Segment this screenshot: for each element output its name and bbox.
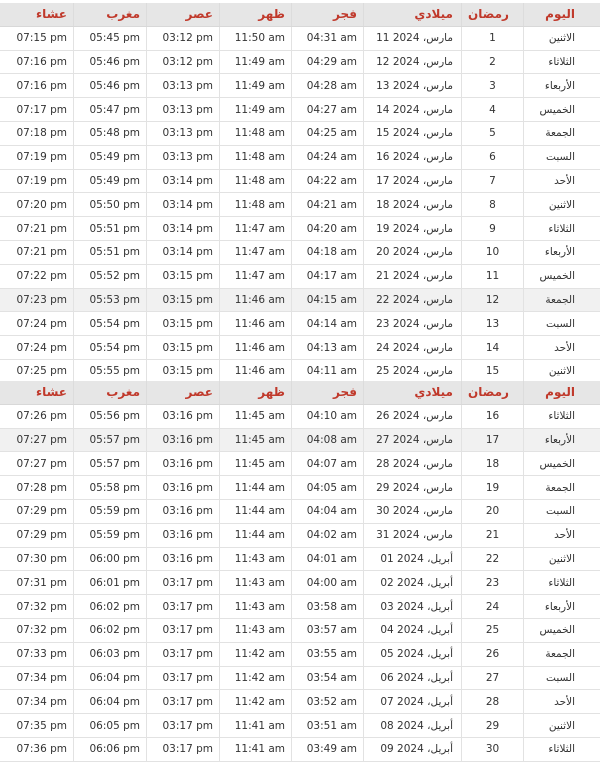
cell-maghrib: 06:02 pm (73, 595, 146, 618)
cell-dhuhr: 11:41 am (219, 738, 291, 761)
cell-ramadan: 19 (461, 476, 523, 499)
cell-ramadan: 1 (461, 27, 523, 50)
cell-maghrib: 05:49 pm (73, 146, 146, 169)
cell-ramadan: 20 (461, 500, 523, 523)
cell-maghrib: 05:49 pm (73, 170, 146, 193)
cell-ramadan: 14 (461, 336, 523, 359)
header-ramadan: رمضان (461, 3, 523, 26)
cell-maghrib: 05:45 pm (73, 27, 146, 50)
cell-date: 03 أبريل، 2024 (363, 595, 461, 618)
cell-day: الثلاثاء (523, 405, 581, 428)
cell-date: 14 مارس، 2024 (363, 98, 461, 121)
cell-isha: 07:21 pm (16, 222, 67, 235)
cell-asr: 03:16 pm (146, 548, 219, 571)
cell-dhuhr: 11:43 am (219, 571, 291, 594)
table-row (0, 548, 600, 572)
prayer-times-table-second-half (0, 381, 600, 762)
cell-day: الأحد (523, 524, 581, 547)
cell-fajr: 04:28 am (291, 74, 363, 97)
cell-day: السبت (523, 667, 581, 690)
cell-dhuhr: 11:48 am (219, 170, 291, 193)
cell-fajr: 03:51 am (291, 714, 363, 737)
header-asr: عصر (146, 3, 219, 26)
cell-asr: 03:16 pm (146, 405, 219, 428)
cell-dhuhr: 11:47 am (219, 241, 291, 264)
cell-asr: 03:16 pm (146, 476, 219, 499)
cell-dhuhr: 11:45 am (219, 429, 291, 452)
cell-isha: 07:24 pm (16, 317, 67, 330)
cell-date: 27 مارس، 2024 (363, 429, 461, 452)
cell-maghrib: 05:48 pm (73, 122, 146, 145)
cell-date: 12 مارس، 2024 (363, 51, 461, 74)
cell-asr: 03:15 pm (146, 289, 219, 312)
cell-isha: 07:24 pm (16, 341, 67, 354)
header-fajr: فجر (291, 381, 363, 404)
cell-ramadan: 15 (461, 360, 523, 383)
cell-asr: 03:17 pm (146, 714, 219, 737)
cell-maghrib: 05:59 pm (73, 524, 146, 547)
cell-date: 05 أبريل، 2024 (363, 643, 461, 666)
cell-day: السبت (523, 146, 581, 169)
cell-maghrib: 05:59 pm (73, 500, 146, 523)
table-row (0, 738, 600, 762)
cell-day: الاثنين (523, 27, 581, 50)
cell-day: الخميس (523, 265, 581, 288)
header-day: اليوم (523, 381, 581, 404)
cell-dhuhr: 11:43 am (219, 595, 291, 618)
cell-asr: 03:13 pm (146, 98, 219, 121)
cell-asr: 03:12 pm (146, 27, 219, 50)
cell-fajr: 03:49 am (291, 738, 363, 761)
cell-fajr: 04:11 am (291, 360, 363, 383)
cell-ramadan: 5 (461, 122, 523, 145)
cell-dhuhr: 11:46 am (219, 360, 291, 383)
table-row (0, 667, 600, 691)
cell-dhuhr: 11:42 am (219, 690, 291, 713)
cell-day: الخميس (523, 452, 581, 475)
cell-date: 17 مارس، 2024 (363, 170, 461, 193)
cell-asr: 03:14 pm (146, 241, 219, 264)
cell-date: 16 مارس، 2024 (363, 146, 461, 169)
table-row (0, 500, 600, 524)
cell-maghrib: 05:53 pm (73, 289, 146, 312)
cell-isha: 07:27 pm (16, 457, 67, 470)
cell-isha: 07:25 pm (16, 365, 67, 378)
cell-asr: 03:16 pm (146, 524, 219, 547)
cell-ramadan: 2 (461, 51, 523, 74)
cell-isha: 07:19 pm (16, 151, 67, 164)
cell-day: الأربعاء (523, 74, 581, 97)
cell-maghrib: 06:04 pm (73, 690, 146, 713)
cell-isha: 07:15 pm (16, 32, 67, 45)
cell-dhuhr: 11:48 am (219, 146, 291, 169)
header-ramadan: رمضان (461, 381, 523, 404)
cell-isha: 07:16 pm (16, 79, 67, 92)
cell-day: الاثنين (523, 360, 581, 383)
table-row (0, 476, 600, 500)
cell-dhuhr: 11:48 am (219, 193, 291, 216)
cell-maghrib: 05:51 pm (73, 217, 146, 240)
cell-fajr: 03:58 am (291, 595, 363, 618)
cell-isha: 07:19 pm (16, 174, 67, 187)
header-maghrib: مغرب (73, 3, 146, 26)
cell-date: 01 أبريل، 2024 (363, 548, 461, 571)
cell-ramadan: 7 (461, 170, 523, 193)
header-fajr: فجر (291, 3, 363, 26)
cell-dhuhr: 11:43 am (219, 619, 291, 642)
cell-maghrib: 05:47 pm (73, 98, 146, 121)
cell-fajr: 03:54 am (291, 667, 363, 690)
cell-dhuhr: 11:45 am (219, 405, 291, 428)
cell-day: الاثنين (523, 548, 581, 571)
table-row (0, 690, 600, 714)
cell-asr: 03:13 pm (146, 146, 219, 169)
cell-maghrib: 06:01 pm (73, 571, 146, 594)
cell-dhuhr: 11:41 am (219, 714, 291, 737)
cell-date: 04 أبريل، 2024 (363, 619, 461, 642)
cell-fajr: 04:24 am (291, 146, 363, 169)
cell-fajr: 04:13 am (291, 336, 363, 359)
cell-isha: 07:28 pm (16, 481, 67, 494)
cell-maghrib: 06:04 pm (73, 667, 146, 690)
cell-ramadan: 17 (461, 429, 523, 452)
cell-maghrib: 05:56 pm (73, 405, 146, 428)
cell-isha: 07:21 pm (16, 246, 67, 259)
cell-maghrib: 06:06 pm (73, 738, 146, 761)
cell-date: 07 أبريل، 2024 (363, 690, 461, 713)
cell-fajr: 04:07 am (291, 452, 363, 475)
cell-dhuhr: 11:44 am (219, 500, 291, 523)
cell-day: الثلاثاء (523, 217, 581, 240)
cell-fajr: 04:22 am (291, 170, 363, 193)
cell-asr: 03:17 pm (146, 690, 219, 713)
cell-maghrib: 05:54 pm (73, 312, 146, 335)
cell-fajr: 04:21 am (291, 193, 363, 216)
cell-day: الجمعة (523, 476, 581, 499)
table-row (0, 312, 600, 336)
cell-dhuhr: 11:44 am (219, 524, 291, 547)
cell-ramadan: 26 (461, 643, 523, 666)
cell-asr: 03:16 pm (146, 429, 219, 452)
table-row (0, 51, 600, 75)
cell-ramadan: 28 (461, 690, 523, 713)
cell-day: السبت (523, 312, 581, 335)
cell-dhuhr: 11:49 am (219, 98, 291, 121)
cell-asr: 03:15 pm (146, 312, 219, 335)
cell-fajr: 04:31 am (291, 27, 363, 50)
table-header (0, 381, 600, 405)
cell-dhuhr: 11:49 am (219, 74, 291, 97)
cell-fajr: 04:05 am (291, 476, 363, 499)
cell-date: 15 مارس، 2024 (363, 122, 461, 145)
cell-fajr: 04:00 am (291, 571, 363, 594)
cell-ramadan: 24 (461, 595, 523, 618)
cell-ramadan: 30 (461, 738, 523, 761)
cell-asr: 03:14 pm (146, 170, 219, 193)
cell-dhuhr: 11:44 am (219, 476, 291, 499)
cell-fajr: 04:27 am (291, 98, 363, 121)
cell-date: 28 مارس، 2024 (363, 452, 461, 475)
header-day: اليوم (523, 3, 581, 26)
table-row (0, 98, 600, 122)
cell-isha: 07:29 pm (16, 505, 67, 518)
cell-day: الجمعة (523, 643, 581, 666)
cell-day: الثلاثاء (523, 571, 581, 594)
prayer-times-table-first-half (0, 3, 600, 384)
cell-isha: 07:32 pm (16, 600, 67, 613)
cell-fajr: 03:55 am (291, 643, 363, 666)
cell-asr: 03:17 pm (146, 571, 219, 594)
table-header (0, 3, 600, 27)
cell-asr: 03:16 pm (146, 452, 219, 475)
cell-maghrib: 06:02 pm (73, 619, 146, 642)
header-asr: عصر (146, 381, 219, 404)
cell-day: الجمعة (523, 289, 581, 312)
table-row (0, 452, 600, 476)
cell-date: 21 مارس، 2024 (363, 265, 461, 288)
table-row (0, 265, 600, 289)
cell-ramadan: 29 (461, 714, 523, 737)
cell-day: الأربعاء (523, 429, 581, 452)
table-row (0, 595, 600, 619)
table-row (0, 405, 600, 429)
cell-asr: 03:15 pm (146, 360, 219, 383)
cell-day: الخميس (523, 98, 581, 121)
cell-maghrib: 06:03 pm (73, 643, 146, 666)
table-row (0, 217, 600, 241)
cell-dhuhr: 11:48 am (219, 122, 291, 145)
table-row (0, 643, 600, 667)
cell-fajr: 04:04 am (291, 500, 363, 523)
cell-date: 20 مارس، 2024 (363, 241, 461, 264)
cell-date: 22 مارس، 2024 (363, 289, 461, 312)
cell-ramadan: 3 (461, 74, 523, 97)
cell-dhuhr: 11:47 am (219, 217, 291, 240)
cell-fajr: 04:20 am (291, 217, 363, 240)
cell-ramadan: 11 (461, 265, 523, 288)
cell-ramadan: 10 (461, 241, 523, 264)
cell-dhuhr: 11:50 am (219, 27, 291, 50)
table-body (0, 405, 600, 762)
cell-date: 31 مارس، 2024 (363, 524, 461, 547)
cell-maghrib: 05:51 pm (73, 241, 146, 264)
cell-maghrib: 05:46 pm (73, 74, 146, 97)
cell-ramadan: 22 (461, 548, 523, 571)
cell-date: 18 مارس، 2024 (363, 193, 461, 216)
cell-fajr: 04:18 am (291, 241, 363, 264)
cell-date: 26 مارس، 2024 (363, 405, 461, 428)
cell-isha: 07:34 pm (16, 671, 67, 684)
cell-fajr: 04:29 am (291, 51, 363, 74)
cell-isha: 07:31 pm (16, 576, 67, 589)
cell-asr: 03:13 pm (146, 122, 219, 145)
cell-ramadan: 13 (461, 312, 523, 335)
table-row (0, 619, 600, 643)
table-row (0, 74, 600, 98)
cell-date: 30 مارس، 2024 (363, 500, 461, 523)
cell-ramadan: 21 (461, 524, 523, 547)
cell-ramadan: 16 (461, 405, 523, 428)
table-row (0, 571, 600, 595)
cell-dhuhr: 11:46 am (219, 336, 291, 359)
cell-date: 13 مارس، 2024 (363, 74, 461, 97)
cell-date: 24 مارس، 2024 (363, 336, 461, 359)
cell-asr: 03:12 pm (146, 51, 219, 74)
cell-ramadan: 18 (461, 452, 523, 475)
cell-ramadan: 9 (461, 217, 523, 240)
cell-dhuhr: 11:43 am (219, 548, 291, 571)
cell-day: الثلاثاء (523, 51, 581, 74)
header-date: ميلادي (363, 381, 461, 404)
table-row (0, 714, 600, 738)
table-row (0, 429, 600, 453)
cell-dhuhr: 11:47 am (219, 265, 291, 288)
cell-day: الأحد (523, 336, 581, 359)
cell-maghrib: 05:46 pm (73, 51, 146, 74)
cell-isha: 07:36 pm (16, 743, 67, 756)
cell-day: الثلاثاء (523, 738, 581, 761)
cell-isha: 07:33 pm (16, 648, 67, 661)
cell-ramadan: 6 (461, 146, 523, 169)
cell-date: 06 أبريل، 2024 (363, 667, 461, 690)
cell-dhuhr: 11:45 am (219, 452, 291, 475)
cell-day: الخميس (523, 619, 581, 642)
table-row (0, 336, 600, 360)
header-maghrib: مغرب (73, 381, 146, 404)
cell-date: 02 أبريل، 2024 (363, 571, 461, 594)
cell-isha: 07:32 pm (16, 624, 67, 637)
cell-ramadan: 27 (461, 667, 523, 690)
cell-day: الأحد (523, 170, 581, 193)
cell-day: السبت (523, 500, 581, 523)
cell-maghrib: 06:05 pm (73, 714, 146, 737)
cell-asr: 03:15 pm (146, 336, 219, 359)
cell-date: 29 مارس، 2024 (363, 476, 461, 499)
cell-maghrib: 05:57 pm (73, 452, 146, 475)
cell-fajr: 03:57 am (291, 619, 363, 642)
table-body (0, 27, 600, 384)
cell-maghrib: 05:52 pm (73, 265, 146, 288)
cell-asr: 03:15 pm (146, 265, 219, 288)
cell-maghrib: 05:57 pm (73, 429, 146, 452)
cell-maghrib: 05:58 pm (73, 476, 146, 499)
cell-asr: 03:17 pm (146, 738, 219, 761)
cell-asr: 03:17 pm (146, 619, 219, 642)
cell-asr: 03:17 pm (146, 667, 219, 690)
cell-dhuhr: 11:49 am (219, 51, 291, 74)
table-row (0, 146, 600, 170)
cell-isha: 07:34 pm (16, 695, 67, 708)
cell-date: 09 أبريل، 2024 (363, 738, 461, 761)
cell-isha: 07:23 pm (16, 293, 67, 306)
header-isha: عشاء (35, 385, 67, 400)
cell-ramadan: 12 (461, 289, 523, 312)
table-row (0, 241, 600, 265)
cell-dhuhr: 11:46 am (219, 312, 291, 335)
cell-fajr: 04:15 am (291, 289, 363, 312)
cell-fajr: 03:52 am (291, 690, 363, 713)
cell-maghrib: 05:50 pm (73, 193, 146, 216)
cell-fajr: 04:01 am (291, 548, 363, 571)
header-isha: عشاء (35, 7, 67, 22)
table-row (0, 524, 600, 548)
cell-fajr: 04:08 am (291, 429, 363, 452)
cell-date: 25 مارس، 2024 (363, 360, 461, 383)
cell-date: 08 أبريل، 2024 (363, 714, 461, 737)
cell-maghrib: 05:55 pm (73, 360, 146, 383)
cell-asr: 03:14 pm (146, 193, 219, 216)
cell-dhuhr: 11:42 am (219, 667, 291, 690)
cell-day: الاثنين (523, 193, 581, 216)
cell-day: الأربعاء (523, 595, 581, 618)
cell-ramadan: 8 (461, 193, 523, 216)
cell-dhuhr: 11:46 am (219, 289, 291, 312)
cell-isha: 07:29 pm (16, 529, 67, 542)
cell-date: 23 مارس، 2024 (363, 312, 461, 335)
cell-day: الأحد (523, 690, 581, 713)
cell-isha: 07:27 pm (16, 433, 67, 446)
cell-maghrib: 05:54 pm (73, 336, 146, 359)
cell-ramadan: 25 (461, 619, 523, 642)
table-row (0, 27, 600, 51)
cell-asr: 03:14 pm (146, 217, 219, 240)
cell-fajr: 04:17 am (291, 265, 363, 288)
header-dhuhr: ظهر (219, 3, 291, 26)
cell-isha: 07:35 pm (16, 719, 67, 732)
table-row (0, 170, 600, 194)
table-row (0, 193, 600, 217)
table-row (0, 289, 600, 313)
cell-day: الجمعة (523, 122, 581, 145)
cell-day: الاثنين (523, 714, 581, 737)
cell-asr: 03:17 pm (146, 595, 219, 618)
cell-asr: 03:13 pm (146, 74, 219, 97)
header-dhuhr: ظهر (219, 381, 291, 404)
cell-isha: 07:18 pm (16, 127, 67, 140)
cell-asr: 03:17 pm (146, 643, 219, 666)
cell-day: الأربعاء (523, 241, 581, 264)
header-date: ميلادي (363, 3, 461, 26)
cell-dhuhr: 11:42 am (219, 643, 291, 666)
cell-date: 11 مارس، 2024 (363, 27, 461, 50)
cell-fajr: 04:25 am (291, 122, 363, 145)
cell-isha: 07:16 pm (16, 55, 67, 68)
cell-isha: 07:26 pm (16, 410, 67, 423)
cell-date: 19 مارس، 2024 (363, 217, 461, 240)
cell-ramadan: 4 (461, 98, 523, 121)
cell-fajr: 04:10 am (291, 405, 363, 428)
table-row (0, 122, 600, 146)
cell-fajr: 04:14 am (291, 312, 363, 335)
cell-fajr: 04:02 am (291, 524, 363, 547)
cell-asr: 03:16 pm (146, 500, 219, 523)
cell-maghrib: 06:00 pm (73, 548, 146, 571)
cell-isha: 07:30 pm (16, 552, 67, 565)
cell-isha: 07:22 pm (16, 270, 67, 283)
cell-ramadan: 23 (461, 571, 523, 594)
cell-isha: 07:20 pm (16, 198, 67, 211)
cell-isha: 07:17 pm (16, 103, 67, 116)
